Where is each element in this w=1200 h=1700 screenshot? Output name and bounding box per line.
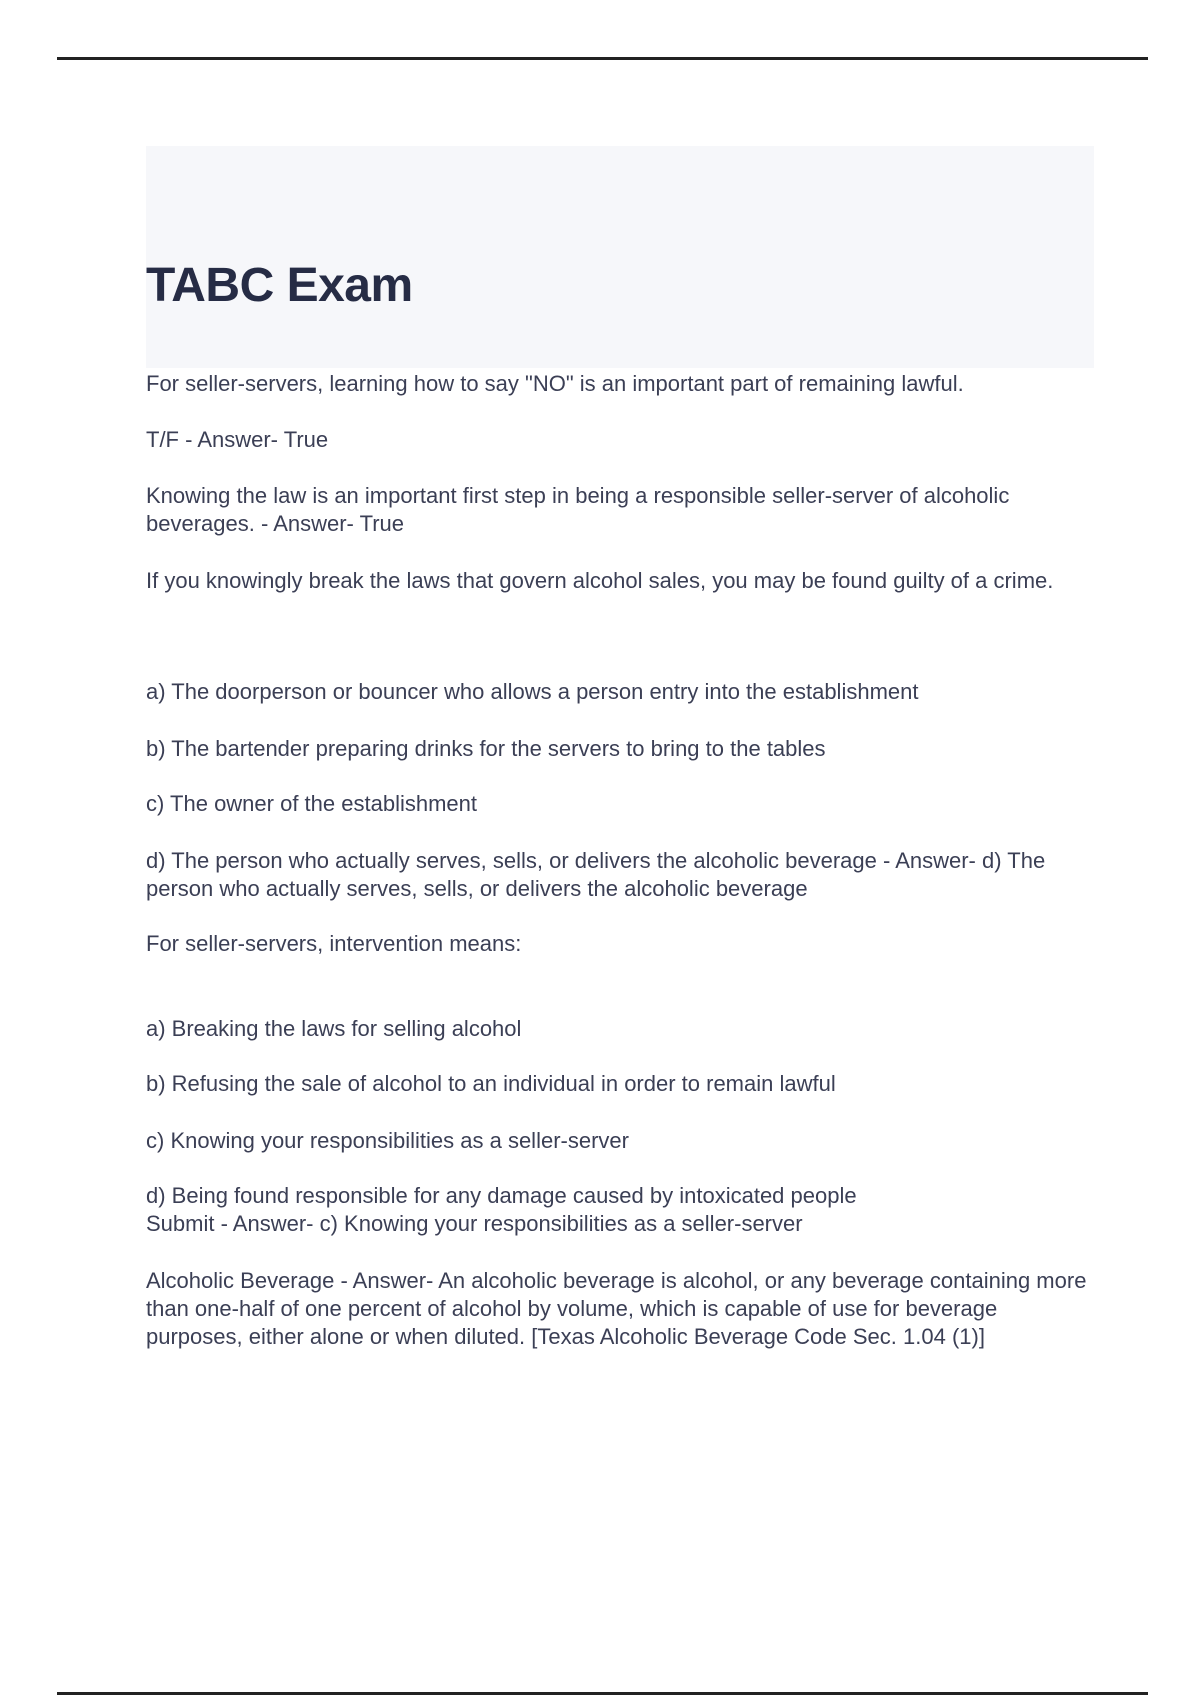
paragraph: Alcoholic Beverage - Answer- An alcoholic beverage is alcohol, or any beverage containing more than one-half of one percent of alcohol by volume, which is capable of use for beverage purposes, either alone or when diluted. [Texas Alcoholic Beverage Code Sec. 1.04 (1)] xyxy=(146,1268,1087,1349)
paragraph: a) The doorperson or bouncer who allows a person entry into the establishment xyxy=(146,679,919,704)
paragraph: For seller-servers, intervention means: xyxy=(146,931,522,956)
paragraph: For seller-servers, learning how to say "NO" is an important part of remaining lawful. xyxy=(146,371,964,396)
paragraph: If you knowingly break the laws that govern alcohol sales, you may be found guilty of a crime. xyxy=(146,568,1054,593)
paragraph: d) Being found responsible for any damage caused by intoxicated people xyxy=(146,1183,857,1208)
paragraph: a) Breaking the laws for selling alcohol xyxy=(146,1016,522,1041)
paragraph: T/F - Answer- True xyxy=(146,427,329,452)
paragraph: c) Knowing your responsibilities as a seller-server xyxy=(146,1128,629,1153)
title-banner xyxy=(146,146,1094,368)
top-rule xyxy=(57,57,1148,60)
paragraph: b) Refusing the sale of alcohol to an individual in order to remain lawful xyxy=(146,1071,836,1096)
paragraph: d) The person who actually serves, sells, or delivers the alcoholic beverage - Answer- d) The person who actually serves, sells, or delivers the alcoholic beverage xyxy=(146,848,1046,901)
page-title: TABC Exam xyxy=(146,259,413,312)
paragraph: Submit - Answer- c) Knowing your responsibilities as a seller-server xyxy=(146,1211,803,1236)
paragraph: c) The owner of the establishment xyxy=(146,791,477,816)
bottom-rule xyxy=(57,1692,1148,1695)
paragraph: Knowing the law is an important first step in being a responsible seller-server of alcoholic beverages. - Answer- True xyxy=(146,483,1010,536)
paragraph: b) The bartender preparing drinks for the servers to bring to the tables xyxy=(146,736,826,761)
